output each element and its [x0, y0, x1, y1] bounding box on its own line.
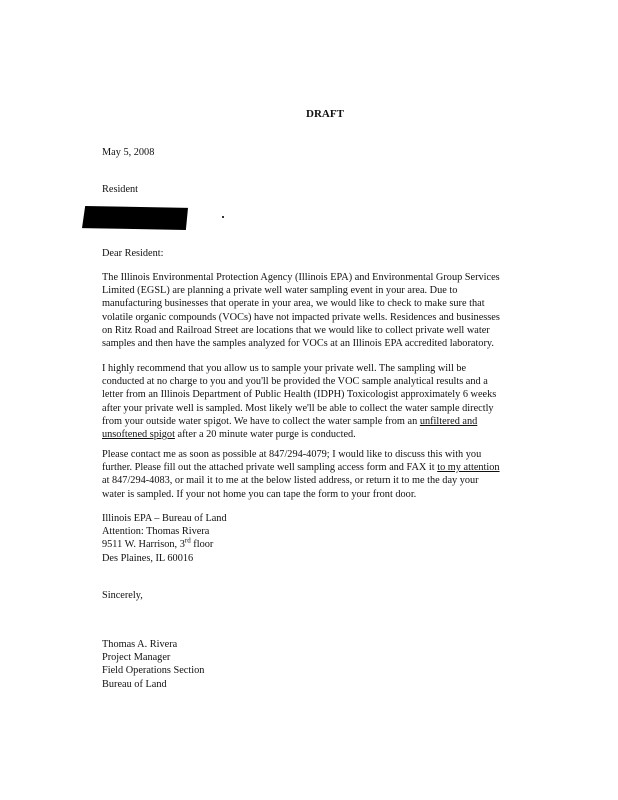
paragraph-line: conducted at no charge to you and you'll be provided the VOC sample analytical results and a — [102, 376, 488, 388]
address-line: Attention: Thomas Rivera — [102, 526, 210, 538]
underlined-attention: to my attention — [437, 462, 500, 474]
letter-date: May 5, 2008 — [102, 147, 155, 158]
paragraph-2 — [102, 362, 496, 441]
mailing-address — [102, 512, 227, 565]
paragraph-line: water is sampled. If your not home you can tape the form to your front door. — [102, 488, 417, 500]
paragraph-3 — [102, 448, 500, 501]
paragraph-line — [102, 428, 496, 441]
paragraph-line: I highly recommend that you allow us to sample your private well. The sampling will be — [102, 363, 467, 374]
paragraph-line: letter from an Illinois Department of Public Health (IDPH) Toxicologist approximately 6 weeks — [102, 389, 497, 401]
address-line: Illinois EPA – Bureau of Land — [102, 513, 227, 524]
paragraph-text: from your outside water spigot. We have to collect the water sample from an — [102, 415, 418, 427]
paragraph-line: The Illinois Environmental Protection Agency (Illinois EPA) and Environmental Group Services — [102, 272, 500, 283]
paragraph-line: manufacturing businesses that operate in your area, we would like to check to make sure that — [102, 298, 485, 310]
paragraph-line: volatile organic compounds (VOCs) have not impacted private wells. Residences and businesses — [102, 311, 500, 323]
paragraph-text: further. Please fill out the attached private well sampling access form and FAX it — [102, 462, 438, 474]
address-superscript: rd — [184, 536, 191, 545]
redacted-address — [82, 206, 188, 230]
paragraph-text: after a 20 minute water purge is conducted. — [174, 429, 356, 441]
scan-speck — [222, 216, 224, 218]
paragraph-line: at 847/294-4083, or mail it to me at the below listed address, or return it to me the day your — [102, 475, 479, 487]
paragraph-line — [102, 415, 496, 428]
salutation: Dear Resident: — [102, 248, 164, 259]
paragraph-line: after your private well is sampled. Most likely we'll be able to collect the water sample directly — [102, 402, 494, 414]
draft-title: DRAFT — [306, 108, 344, 120]
signer-section: Field Operations Section — [102, 665, 205, 677]
address-line: Des Plaines, IL 60016 — [102, 552, 194, 564]
paragraph-1 — [102, 271, 500, 350]
address-line — [102, 538, 227, 551]
paragraph-line: Limited (EGSL) are planning a private well water sampling event in your area. Due to — [102, 285, 458, 297]
paragraph-line: samples and then have the samples analyzed for VOCs at an Illinois EPA accredited laboratory. — [102, 338, 494, 350]
signer-title: Project Manager — [102, 652, 171, 664]
signature-block — [102, 638, 204, 691]
address-text: floor — [190, 539, 214, 551]
paragraph-line — [102, 461, 500, 474]
signer-name: Thomas A. Rivera — [102, 639, 178, 650]
paragraph-line: on Ritz Road and Railroad Street are locations that we would like to collect private well water — [102, 324, 490, 336]
recipient: Resident — [102, 184, 139, 195]
paragraph-line: Please contact me as soon as possible at 847/294-4079; I would like to discuss this with you — [102, 449, 482, 460]
signer-bureau: Bureau of Land — [102, 678, 167, 690]
underlined-unfiltered: unfiltered and — [419, 415, 478, 427]
closing: Sincerely, — [102, 590, 143, 601]
underlined-unsoftened: unsoftened spigot — [102, 429, 175, 441]
address-text: 9511 W. Harrison, 3 — [102, 539, 185, 551]
